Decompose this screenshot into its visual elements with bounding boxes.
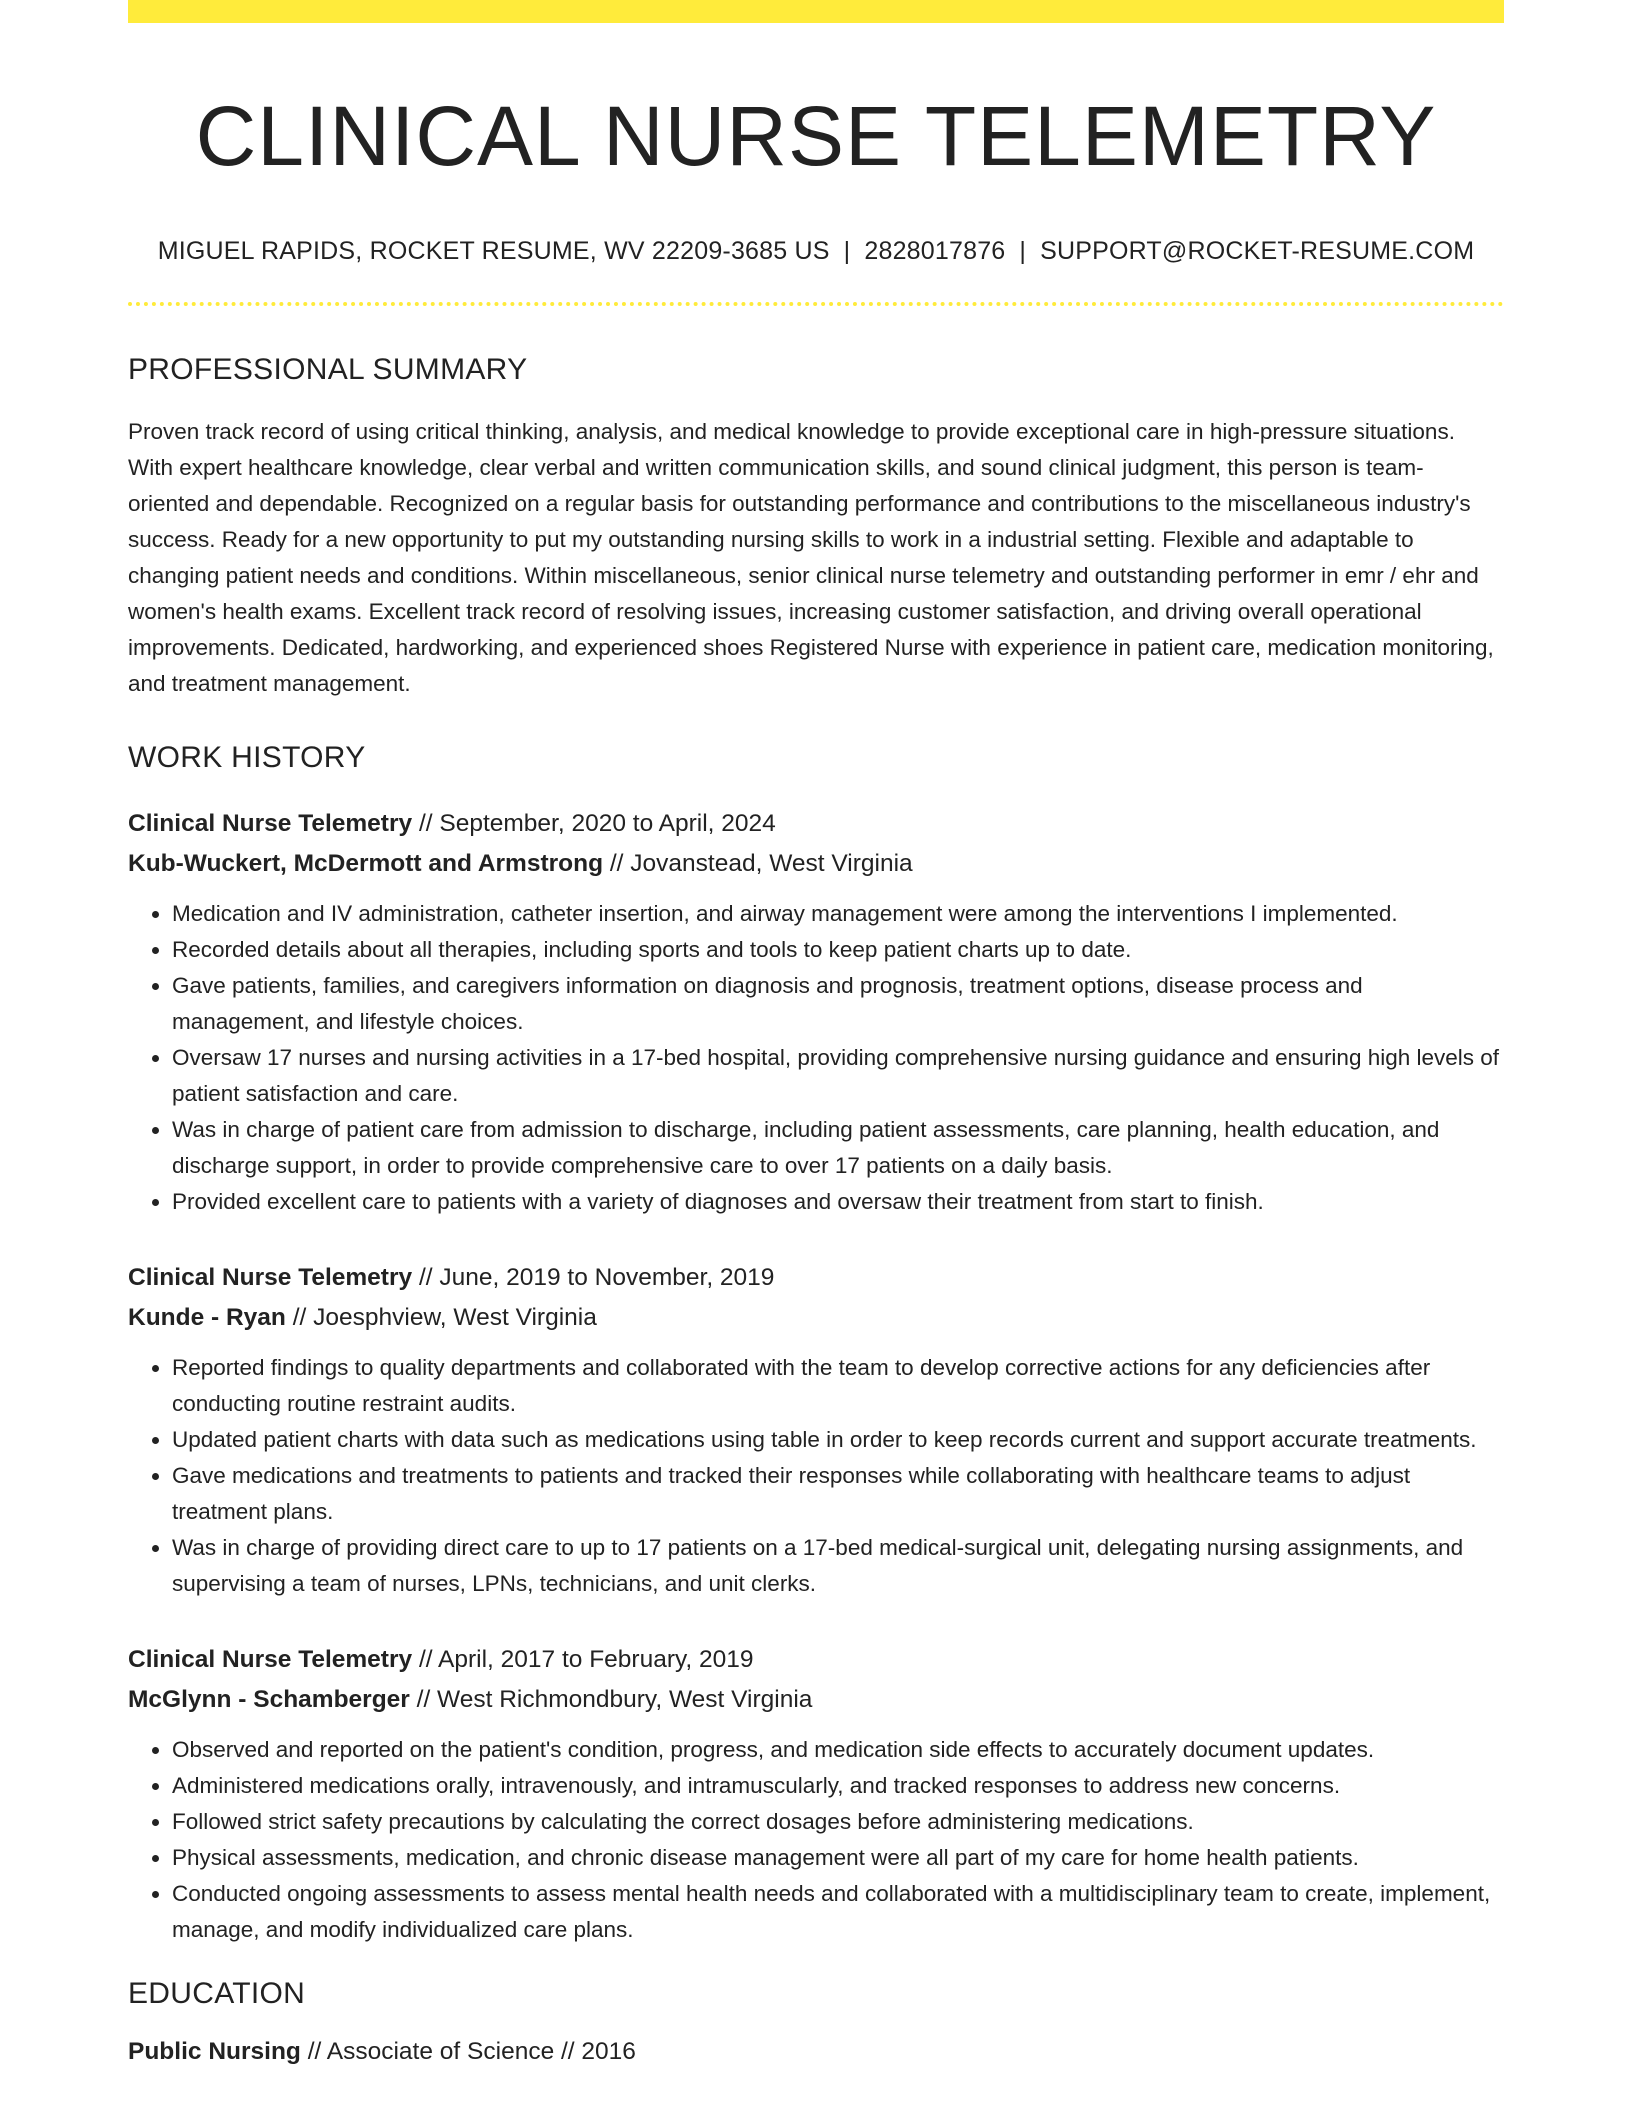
job-role-line <box>128 804 1504 844</box>
contact-email: SUPPORT@ROCKET-RESUME.COM <box>1040 236 1475 265</box>
job-role: Clinical Nurse Telemetry <box>128 1646 413 1674</box>
job-dates: // June, 2019 to November, 2019 <box>412 1264 775 1292</box>
job-bullet: • Followed strict safety precautions by calculating the correct dosages before administering medications. <box>172 1804 1504 1840</box>
job-entry <box>128 1258 1504 1602</box>
contact-line <box>128 235 1504 268</box>
education-details: // Associate of Science // 2016 <box>300 2038 636 2066</box>
job-bullet: • Oversaw 17 nurses and nursing activities in a 17-bed hospital, providing comprehensive nursing guidance and ensuring high levels of patient satisfaction and care. <box>172 1040 1504 1112</box>
contact-phone: 2828017876 <box>864 236 1006 265</box>
summary-text: Proven track record of using critical thinking, analysis, and medical knowledge to provide exceptional care in high-pressure situations. With expert healthcare knowledge, clear verbal and written communication skills, and sound clinical judgment, this person is team-oriented and dependable. Recognized on a regular basis for outstanding performance and contributions to the miscellaneous industry's success. Ready for a new opportunity to put my outstanding nursing skills to work in a industrial setting. Flexible and adaptable to changing patient needs and conditions. Within miscellaneous, senior clinical nurse telemetry and outstanding performer in emr / ehr and women's health exams. Excellent track record of resolving issues, increasing customer satisfaction, and driving overall operational improvements. Dedicated, hardworking, and experienced shoes Registered Nurse with experience in patient care, medication monitoring, and treatment management. <box>128 419 1494 697</box>
job-bullet: • Administered medications orally, intravenously, and intramuscularly, and tracked responses to address new concerns. <box>172 1768 1504 1804</box>
job-bullet: • Gave patients, families, and caregivers information on diagnosis and prognosis, treatment options, disease process and management, and lifestyle choices. <box>172 968 1504 1040</box>
education-entry <box>128 2032 1504 2072</box>
job-bullet: • Conducted ongoing assessments to assess mental health needs and collaborated with a multidisciplinary team to create, implement, manage, and modify individualized care plans. <box>172 1876 1504 1948</box>
job-location: // West Richmondbury, West Virginia <box>409 1686 813 1714</box>
contact-separator: | <box>843 236 851 265</box>
job-company-line <box>128 1298 1504 1338</box>
job-company: Kub-Wuckert, McDermott and Armstrong <box>128 850 604 878</box>
accent-bar <box>128 0 1504 23</box>
job-location: // Joesphview, West Virginia <box>285 1304 597 1332</box>
contact-address: MIGUEL RAPIDS, ROCKET RESUME, WV 22209-3685 US <box>157 236 830 265</box>
resume-name: CLINICAL NURSE TELEMETRY <box>195 89 1437 183</box>
resume-page <box>128 0 1504 2072</box>
job-role-line <box>128 1640 1504 1680</box>
job-company: Kunde - Ryan <box>128 1304 286 1332</box>
job-bullet: • Provided excellent care to patients with a variety of diagnoses and oversaw their treatment from start to finish. <box>172 1184 1504 1220</box>
job-location: // Jovanstead, West Virginia <box>603 850 913 878</box>
education-heading: EDUCATION <box>128 1977 306 2011</box>
job-role: Clinical Nurse Telemetry <box>128 1264 413 1292</box>
contact-separator: | <box>1019 236 1027 265</box>
summary-heading: PROFESSIONAL SUMMARY <box>128 353 528 387</box>
job-entry <box>128 804 1504 1220</box>
education-school: Public Nursing <box>128 2038 301 2066</box>
job-bullet: • Observed and reported on the patient's condition, progress, and medication side effects to accurately document updates. <box>172 1732 1504 1768</box>
job-bullet: • Was in charge of patient care from admission to discharge, including patient assessments, care planning, health education, and discharge support, in order to provide comprehensive care to over 17 patients on a daily basis. <box>172 1112 1504 1184</box>
job-company-line <box>128 844 1504 884</box>
job-bullet: • Medication and IV administration, catheter insertion, and airway management were among the interventions I implemented. <box>172 896 1504 932</box>
job-role: Clinical Nurse Telemetry <box>128 810 413 838</box>
job-bullets <box>128 1732 1504 1948</box>
job-bullet: • Updated patient charts with data such as medications using table in order to keep records current and support accurate treatments. <box>172 1422 1504 1458</box>
work-history-heading: WORK HISTORY <box>128 741 366 775</box>
job-bullets <box>128 1350 1504 1602</box>
dotted-divider <box>128 302 1504 306</box>
job-bullet: • Was in charge of providing direct care to up to 17 patients on a 17-bed medical-surgical unit, delegating nursing assignments, and supervising a team of nurses, LPNs, technicians, and unit clerks. <box>172 1530 1504 1602</box>
job-company-line <box>128 1680 1504 1720</box>
job-dates: // September, 2020 to April, 2024 <box>412 810 776 838</box>
job-bullet: • Recorded details about all therapies, including sports and tools to keep patient charts up to date. <box>172 932 1504 968</box>
job-bullets <box>128 896 1504 1220</box>
job-bullet: • Gave medications and treatments to patients and tracked their responses while collaborating with healthcare teams to adjust treatment plans. <box>172 1458 1504 1530</box>
job-company: McGlynn - Schamberger <box>128 1686 410 1714</box>
job-bullet: • Reported findings to quality departments and collaborated with the team to develop corrective actions for any deficiencies after conducting routine restraint audits. <box>172 1350 1504 1422</box>
job-entry <box>128 1640 1504 1948</box>
job-dates: // April, 2017 to February, 2019 <box>412 1646 754 1674</box>
job-bullet: • Physical assessments, medication, and chronic disease management were all part of my care for home health patients. <box>172 1840 1504 1876</box>
job-role-line <box>128 1258 1504 1298</box>
